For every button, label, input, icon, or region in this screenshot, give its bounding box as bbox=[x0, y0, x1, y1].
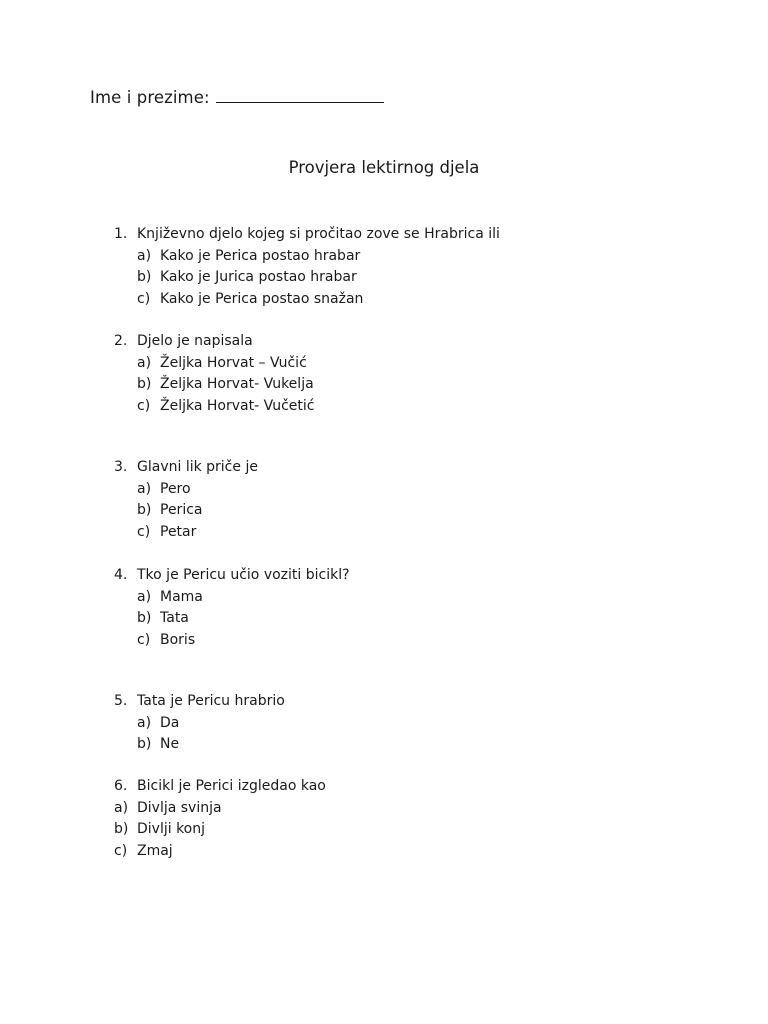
answer-option[interactable] bbox=[137, 522, 258, 544]
option-letter: a) bbox=[137, 354, 152, 371]
question-text: Tata je Pericu hrabrio bbox=[137, 693, 285, 709]
answer-option[interactable] bbox=[114, 819, 326, 841]
option-text: Petar bbox=[160, 523, 197, 540]
answer-option[interactable] bbox=[137, 713, 285, 735]
question-number: 5. bbox=[114, 693, 128, 709]
question-3 bbox=[114, 457, 258, 543]
answer-option[interactable] bbox=[137, 353, 314, 375]
option-text: Kako je Perica postao hrabar bbox=[160, 247, 361, 264]
question-number: 3. bbox=[114, 459, 128, 475]
question-number: 2. bbox=[114, 333, 128, 349]
option-letter: b) bbox=[137, 269, 152, 285]
option-text: Pero bbox=[160, 480, 191, 497]
answer-option[interactable] bbox=[137, 608, 350, 630]
option-text: Boris bbox=[160, 631, 196, 648]
option-letter: b) bbox=[114, 821, 129, 837]
option-letter: a) bbox=[137, 247, 152, 264]
option-text: Mama bbox=[160, 588, 203, 605]
name-blank-underline[interactable] bbox=[216, 88, 384, 103]
question-1 bbox=[114, 224, 500, 310]
option-letter: c) bbox=[137, 631, 151, 648]
option-letter: b) bbox=[137, 376, 152, 392]
option-text: Željka Horvat- Vučetić bbox=[160, 397, 315, 414]
question-text: Književno djelo kojeg si pročitao zove se Hrabrica ili bbox=[137, 226, 500, 242]
question-number: 1. bbox=[114, 226, 128, 242]
option-letter: c) bbox=[114, 842, 128, 859]
answer-option[interactable] bbox=[137, 246, 500, 268]
question-6 bbox=[114, 776, 326, 862]
answer-option[interactable] bbox=[114, 841, 326, 863]
option-letter: a) bbox=[137, 714, 152, 731]
question-text: Tko je Pericu učio voziti bicikl? bbox=[137, 567, 350, 583]
answer-option[interactable] bbox=[137, 630, 350, 652]
option-text: Zmaj bbox=[137, 842, 173, 859]
option-text: Kako je Perica postao snažan bbox=[160, 290, 364, 307]
answer-option[interactable] bbox=[137, 500, 258, 522]
page-title: Provjera lektirnog djela bbox=[288, 158, 480, 177]
name-label: Ime i prezime: bbox=[90, 88, 210, 107]
answer-option[interactable] bbox=[114, 798, 326, 820]
option-letter: c) bbox=[137, 290, 151, 307]
option-text: Ne bbox=[160, 736, 180, 752]
option-letter: c) bbox=[137, 397, 151, 414]
question-number: 6. bbox=[114, 778, 128, 794]
answer-option[interactable] bbox=[137, 374, 314, 396]
option-text: Tata bbox=[160, 610, 189, 626]
option-text: Divlji konj bbox=[137, 821, 206, 837]
question-2 bbox=[114, 331, 314, 417]
option-letter: b) bbox=[137, 610, 152, 626]
option-letter: a) bbox=[114, 799, 129, 816]
name-field-line bbox=[90, 88, 384, 107]
answer-option[interactable] bbox=[137, 289, 500, 311]
option-letter: a) bbox=[137, 588, 152, 605]
question-text: Glavni lik priče je bbox=[137, 459, 258, 475]
option-text: Željka Horvat- Vukelja bbox=[160, 376, 314, 392]
question-text: Bicikl je Perici izgledao kao bbox=[137, 778, 326, 794]
question-5 bbox=[114, 691, 285, 756]
option-letter: a) bbox=[137, 480, 152, 497]
question-number: 4. bbox=[114, 567, 128, 583]
option-letter: b) bbox=[137, 502, 152, 518]
answer-option[interactable] bbox=[137, 587, 350, 609]
option-text: Perica bbox=[160, 502, 203, 518]
answer-option[interactable] bbox=[137, 396, 314, 418]
option-letter: c) bbox=[137, 523, 151, 540]
question-4 bbox=[114, 565, 350, 651]
option-text: Divlja svinja bbox=[137, 799, 222, 816]
option-text: Kako je Jurica postao hrabar bbox=[160, 269, 357, 285]
question-text: Djelo je napisala bbox=[137, 333, 253, 349]
option-text: Da bbox=[160, 714, 180, 731]
answer-option[interactable] bbox=[137, 479, 258, 501]
option-text: Željka Horvat – Vučić bbox=[160, 354, 307, 371]
answer-option[interactable] bbox=[137, 734, 285, 756]
answer-option[interactable] bbox=[137, 267, 500, 289]
option-letter: b) bbox=[137, 736, 152, 752]
